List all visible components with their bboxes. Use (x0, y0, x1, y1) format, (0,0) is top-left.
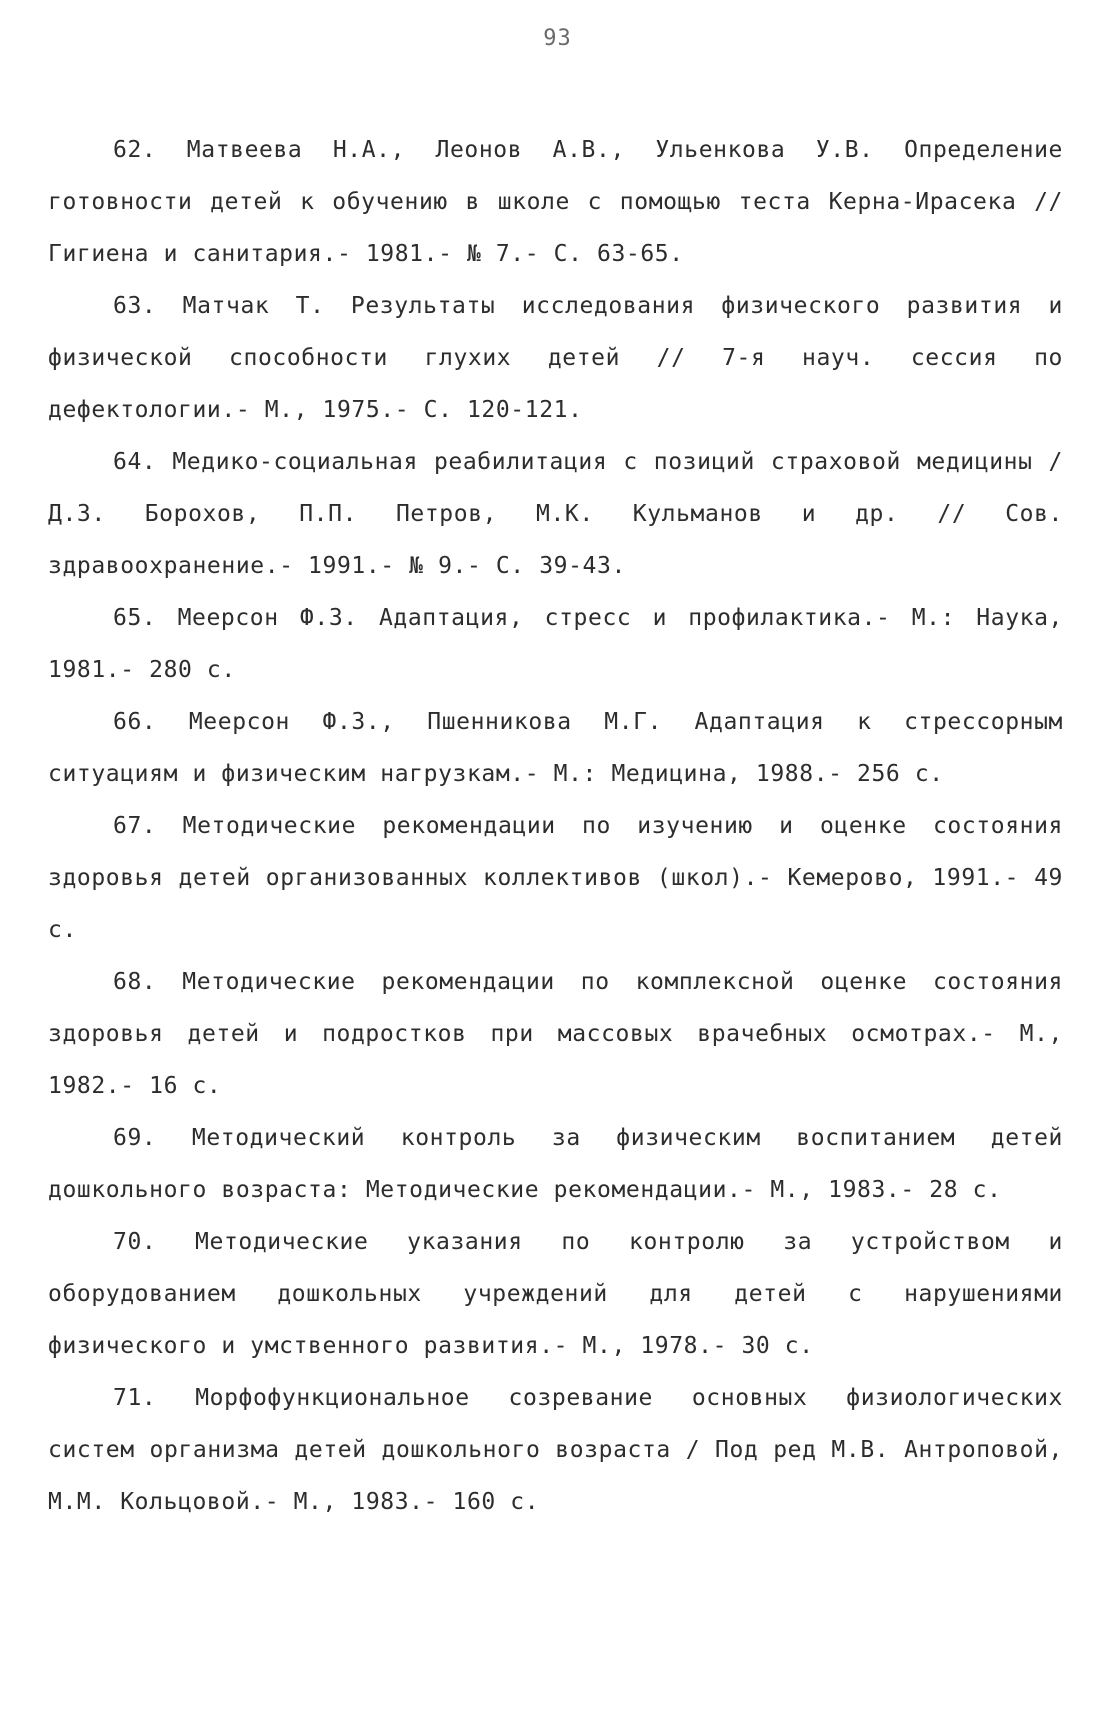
reference-item-62: 62. Матвеева Н.А., Леонов А.В., Ульенкова У.В. Определение готовности детей к обучению в школе с помощью теста Керна-Ирасека // Гигиена и санитария.- 1981.- № 7.- С. 63-65. (48, 137, 1063, 267)
reference-item-64: 64. Медико-социальная реабилитация с позиций страховой медицины / Д.З. Борохов, П.П. Петров, М.К. Кульманов и др. // Сов. здравоохранение.- 1991.- № 9.- С. 39-43. (48, 449, 1063, 579)
reference-item-67: 67. Методические рекомендации по изучению и оценке состояния здоровья детей организованных коллективов (школ).- Кемерово, 1991.- 49 с. (48, 813, 1063, 943)
reference-item-68: 68. Методические рекомендации по комплексной оценке состояния здоровья детей и подростков при массовых врачебных осмотрах.- М., 1982.- 16 с. (48, 969, 1063, 1099)
reference-item-63: 63. Матчак Т. Результаты исследования физического развития и физической способности глухих детей // 7-я науч. сессия по дефектологии.- М., 1975.- С. 120-121. (48, 293, 1063, 423)
page-number: 93 (543, 26, 572, 51)
reference-item-71: 71. Морфофункциональное созревание основных физиологических систем организма детей дошкольного возраста / Под ред М.В. Антроповой, М.М. Кольцовой.- М., 1983.- 160 с. (48, 1385, 1063, 1515)
reference-item-69: 69. Методический контроль за физическим воспитанием детей дошкольного возраста: Методические рекомендации.- М., 1983.- 28 с. (48, 1125, 1063, 1203)
reference-item-66: 66. Меерсон Ф.З., Пшенникова М.Г. Адаптация к стрессорным ситуациям и физическим нагрузкам.- М.: Медицина, 1988.- 256 с. (48, 709, 1063, 787)
reference-list (48, 124, 1063, 1528)
reference-item-65: 65. Меерсон Ф.З. Адаптация, стресс и профилактика.- М.: Наука, 1981.- 280 с. (48, 605, 1063, 683)
reference-item-70: 70. Методические указания по контролю за устройством и оборудованием дошкольных учреждений для детей с нарушениями физического и умственного развития.- М., 1978.- 30 с. (48, 1229, 1063, 1359)
